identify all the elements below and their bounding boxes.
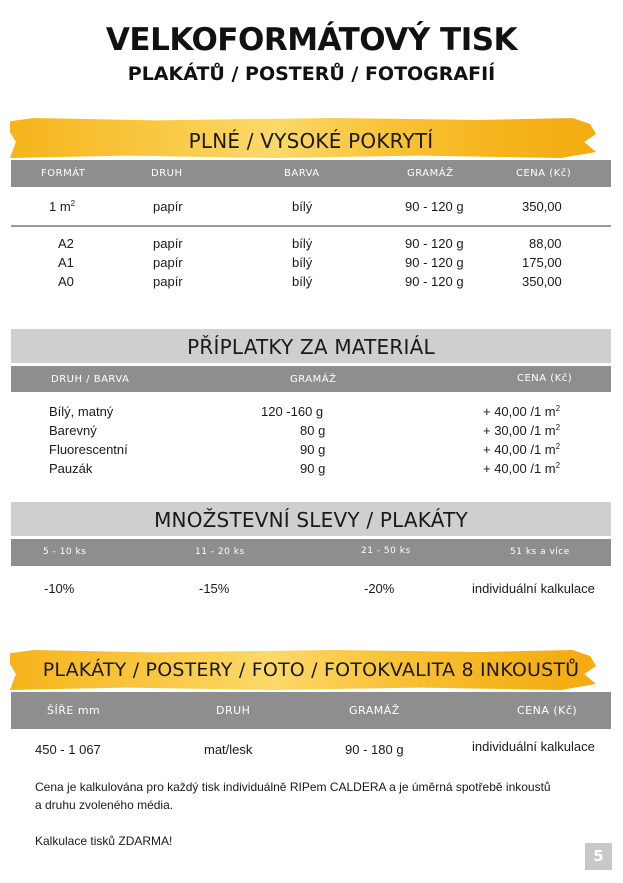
section1-header-bar xyxy=(11,160,611,187)
cell-format: A0 xyxy=(58,274,74,289)
cell-cena: + 40,00 /1 $m^2$ xyxy=(483,442,561,457)
cell-cena: 88,00 xyxy=(529,236,562,251)
section4-header-bar xyxy=(11,692,611,729)
cell-druh: papír xyxy=(153,199,183,214)
cell-format: 1 $m^2$ xyxy=(49,199,76,214)
cell-gramaz: 90 - 180 g xyxy=(345,742,404,757)
cell-discount: individuální kalkulace xyxy=(472,581,595,596)
cell-barva: bílý xyxy=(292,255,313,270)
col-qty-2: 11 - 20 ks xyxy=(195,547,245,557)
cell-gramaz: 80 g xyxy=(300,423,326,438)
note-line: Cena je kalkulována pro každý tisk individuálně RIPem CALDERA a je úměrná spotřebě inkoustů xyxy=(35,780,551,794)
cell-gramaz: 90 - 120 g xyxy=(405,255,464,270)
section2-title: PŘÍPLATKY ZA MATERIÁL xyxy=(187,335,435,359)
section4-title-rest: / FOTOKVALITA 8 INKOUSTŮ xyxy=(304,659,580,681)
page-number: 5 xyxy=(585,843,612,870)
cell-format: A1 xyxy=(58,255,74,270)
cell-gramaz: 90 g xyxy=(300,461,326,476)
cell-gramaz: 120 -160 g xyxy=(261,404,324,419)
cell-discount: -15% xyxy=(199,581,230,596)
col-qty-3: 21 - 50 ks xyxy=(361,546,411,556)
section3-title-bold: MNOŽSTEVNÍ SLEVY xyxy=(154,508,360,532)
cell-cena: 350,00 xyxy=(522,199,562,214)
cell-barva: bílý xyxy=(292,199,313,214)
cell-sire: 450 - 1 067 xyxy=(35,742,101,757)
cell-gramaz: 90 g xyxy=(300,442,326,457)
col-druh-barva: DRUH / BARVA xyxy=(51,374,130,385)
cell-cena: individuální kalkulace xyxy=(472,739,595,754)
section3-title-rest: / PLAKÁTY xyxy=(359,508,468,532)
cell-gramaz: 90 - 120 g xyxy=(405,199,464,214)
col-cena: CENA (Kč) xyxy=(516,168,572,179)
cell-druh: mat/lesk xyxy=(204,742,253,757)
note-free: Kalkulace tisků ZDARMA! xyxy=(35,834,173,848)
col-gramaz: GRAMÁŽ xyxy=(407,168,454,179)
cell-druh: Bílý, matný xyxy=(49,404,114,419)
col-druh: DRUH xyxy=(216,704,251,717)
col-druh: DRUH xyxy=(151,168,183,179)
section3-title xyxy=(11,508,611,532)
cell-druh: Barevný xyxy=(49,423,97,438)
col-qty-4: 51 ks a více xyxy=(510,547,570,557)
section3-header-bar xyxy=(11,539,611,566)
cell-druh: papír xyxy=(153,236,183,251)
cell-cena: + 40,00 /1 $m^2$ xyxy=(483,404,561,419)
col-gramaz: GRAMÁŽ xyxy=(349,704,400,717)
cell-barva: bílý xyxy=(292,274,313,289)
section4-title-bold: PLAKÁTY / POSTERY / FOTO xyxy=(42,659,305,681)
cell-druh: Fluorescentní xyxy=(49,442,128,457)
col-gramaz: GRAMÁŽ xyxy=(290,374,337,385)
cell-gramaz: 90 - 120 g xyxy=(405,274,464,289)
page-title: VELKOFORMÁTOVÝ TISK xyxy=(105,22,518,58)
col-qty-1: 5 - 10 ks xyxy=(43,547,87,557)
col-format: FORMÁT xyxy=(41,168,86,179)
section1-title-bold: PLNÉ xyxy=(188,129,241,153)
divider xyxy=(11,225,611,227)
cell-discount: -20% xyxy=(364,581,395,596)
col-cena: CENA (Kč) xyxy=(517,373,573,384)
section2-header-bar xyxy=(11,366,611,392)
col-sire: ŠÍŘE mm xyxy=(47,704,101,717)
cell-cena: 350,00 xyxy=(522,274,562,289)
page-subtitle: PLAKÁTŮ / POSTERŮ / FOTOGRAFIÍ xyxy=(127,63,496,85)
col-barva: BARVA xyxy=(284,168,320,179)
note-line: a druhu zvoleného média. xyxy=(35,798,174,812)
cell-cena: + 30,00 /1 $m^2$ xyxy=(483,423,561,438)
section1-title-rest: / VYSOKÉ POKRYTÍ xyxy=(240,129,434,153)
cell-discount: -10% xyxy=(44,581,75,596)
cell-cena: 175,00 xyxy=(522,255,562,270)
section4-title xyxy=(11,659,611,681)
cell-druh: papír xyxy=(153,274,183,289)
cell-druh: Pauzák xyxy=(49,461,93,476)
cell-cena: + 40,00 /1 $m^2$ xyxy=(483,461,561,476)
cell-druh: papír xyxy=(153,255,183,270)
cell-barva: bílý xyxy=(292,236,313,251)
col-cena: CENA (Kč) xyxy=(517,704,578,717)
cell-format: A2 xyxy=(58,236,74,251)
section1-title xyxy=(11,129,611,153)
cell-gramaz: 90 - 120 g xyxy=(405,236,464,251)
